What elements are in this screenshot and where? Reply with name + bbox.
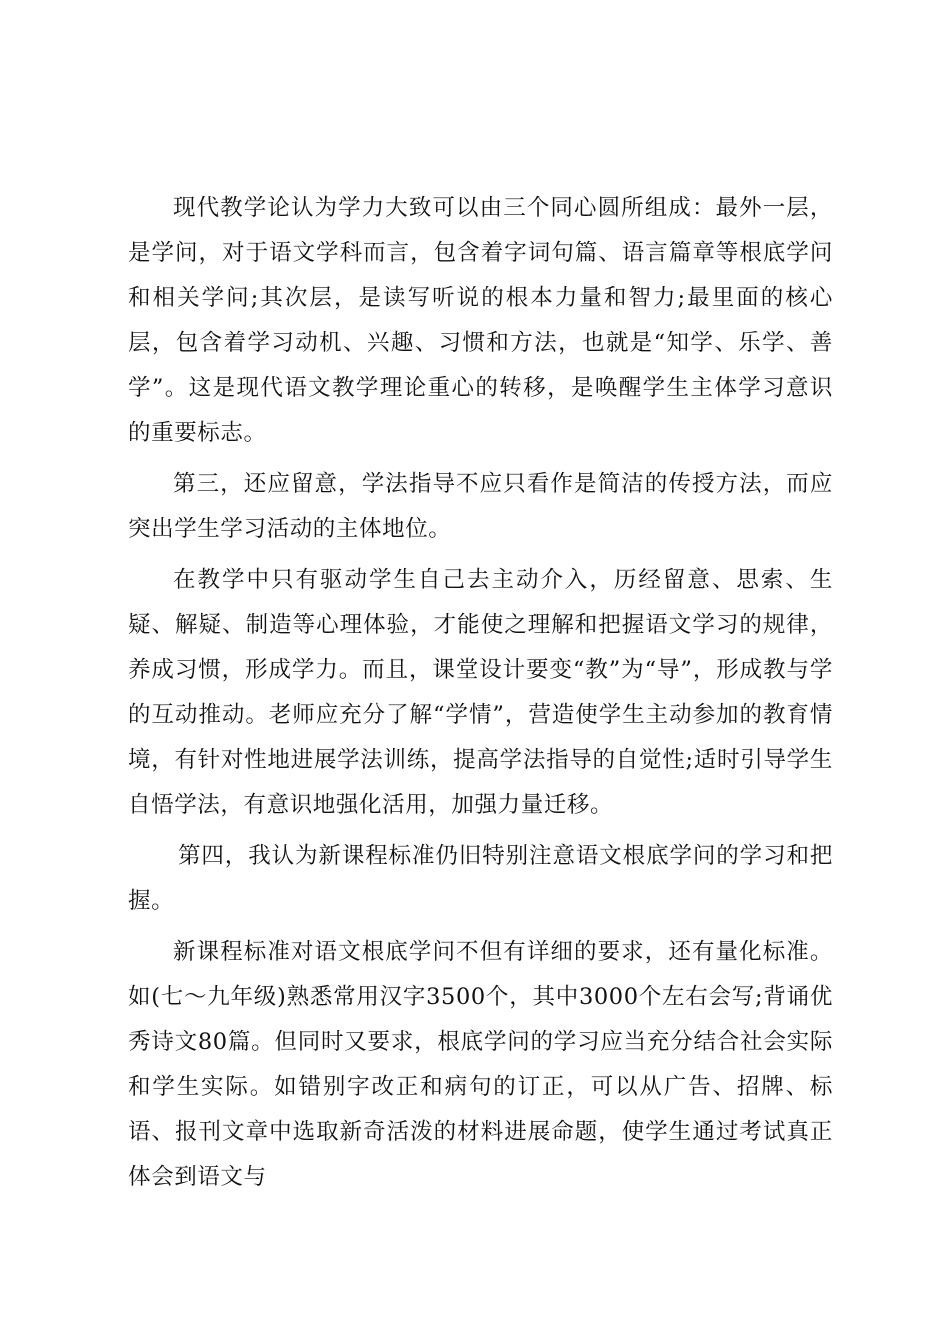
paragraph-third-point: 第三，还应留意，学法指导不应只看作是简洁的传授方法，而应突出学生学习活动的主体地位。 (128, 471, 833, 542)
paragraph-basic-knowledge: 新课程标准对语文根底学问不但有详细的要求，还有量化标准。如(七～九年级)熟悉常用汉字3500个，其中3000个左右会写;背诵优秀诗文80篇。但同时又要求，根底学问的学习应当充分结合社会实际和学生实际。如错别字改正和病句的订正，可以从广告、招牌、标语、报刊文章中选取新奇活泼的材料进展命题，使学生通过考试真正体会到语文与 (128, 939, 833, 1190)
paragraph-classroom-design: 在教学中只有驱动学生自己去主动介入，历经留意、思索、生疑、解疑、制造等心理体验，才能使之理解和把握语文学习的规律，养成习惯，形成学力。而且，课堂设计要变“教”为“导”，形成教与学的互动推动。老师应充分了解“学情”，营造使学生主动参加的教育情境，有针对性地进展学法训练，提高学法指导的自觉性;适时引导学生自悟学法，有意识地强化活用，加强力量迁移。 (128, 567, 833, 818)
document-page (128, 186, 833, 1200)
paragraph-fourth-point: 第四，我认为新课程标准仍旧特别注意语文根底学问的学习和把握。 (128, 843, 833, 914)
paragraph-learning-ability: 现代教学论认为学力大致可以由三个同心圆所组成：最外一层，是学问，对于语文学科而言，包含着字词句篇、语言篇章等根底学问和相关学问;其次层，是读写听说的根本力量和智力;最里面的核心层，包含着学习动机、兴趣、习惯和方法，也就是“知学、乐学、善学”。这是现代语文教学理论重心的转移，是唤醒学生主体学习意识的重要标志。 (128, 195, 833, 446)
